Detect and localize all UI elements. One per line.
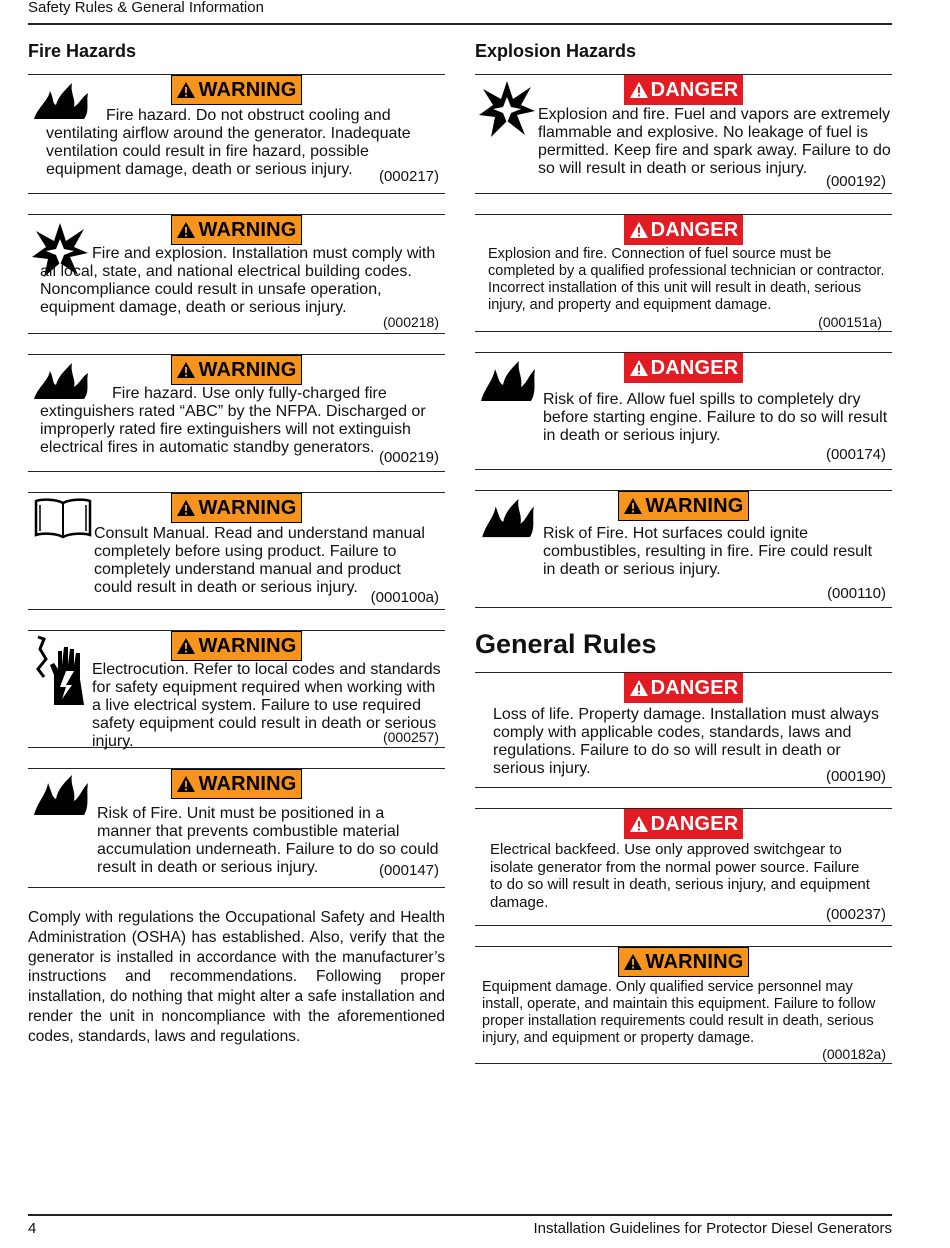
message-code: (000257): [382, 729, 439, 745]
message-text: Consult Manual. Read and understand manual completely before using product. Failure to completely understand manual and product could result in death or serious injury.: [94, 525, 425, 596]
message-code: (000174): [825, 446, 886, 463]
warning-triangle-icon: [629, 679, 649, 697]
message-text: Fire hazard. Use only fully-charged fire extinguishers rated “ABC” by the NFPA. Discharged or improperly rated fire extinguishers will not extinguish electrical fires in automatic standby generators.: [40, 385, 426, 456]
warning-signal: WARNING: [618, 947, 748, 977]
message-text: Risk of fire. Allow fuel spills to completely dry before starting engine. Failure to do so will result in death or serious injury.: [543, 391, 888, 444]
manual-book-icon: [32, 497, 94, 539]
warning-message-000110: [475, 490, 892, 608]
danger-signal: DANGER: [624, 353, 744, 383]
explosion-hazards-title: Explosion Hazards: [475, 41, 637, 61]
electrocution-hand-icon: [30, 635, 90, 707]
warning-triangle-icon: [629, 81, 649, 99]
message-code: (000100a): [370, 589, 439, 606]
message-code: (000190): [825, 768, 886, 785]
message-text: Fire hazard. Do not obstruct cooling and ventilating airflow around the generator. Inadequate ventilation could result in fire hazard, possible equipment damage, death or serious injury.: [46, 107, 411, 178]
danger-message-000192: [475, 74, 892, 194]
message-code: (000192): [825, 173, 886, 190]
message-text: Electrical backfeed. Use only approved switchgear to isolate generator from the normal power source. Failure to do so will result in death, serious injury, and equipment damage.: [490, 841, 870, 911]
warning-message-000100a: [28, 492, 445, 610]
explosion-icon: [477, 79, 537, 139]
footer-doc-title: Installation Guidelines for Protector Diesel Generators: [533, 1220, 892, 1237]
danger-message-000237: [475, 808, 892, 926]
warning-signal: WARNING: [171, 769, 301, 799]
warning-signal: WARNING: [171, 631, 301, 661]
message-text: Risk of Fire. Hot surfaces could ignite combustibles, resulting in fire. Fire could result in death or serious injury.: [543, 525, 873, 578]
danger-signal: DANGER: [624, 75, 744, 105]
danger-signal: DANGER: [624, 673, 744, 703]
warning-signal: WARNING: [171, 75, 301, 105]
message-code: (000237): [825, 906, 886, 923]
warning-triangle-icon: [629, 221, 649, 239]
message-text: Explosion and fire. Connection of fuel source must be completed by a qualified professional technician or contractor. Incorrect installation of this unit will result in death, serious injury, and property and equipment damage.: [488, 246, 885, 313]
message-code: (000182a): [822, 1046, 886, 1062]
warning-message-000217: [28, 74, 445, 194]
message-code: (000219): [378, 449, 439, 466]
danger-signal: DANGER: [624, 215, 744, 245]
warning-triangle-icon: [629, 359, 649, 377]
warning-message-000257: [28, 630, 445, 748]
message-text: Explosion and fire. Fuel and vapors are extremely flammable and explosive. No leakage of fuel is permitted. Keep fire and spark away. Failure to do so will result in death or serious injury.: [538, 106, 891, 177]
warning-signal: WARNING: [171, 215, 301, 245]
fire-icon: [32, 773, 92, 817]
warning-message-000147: [28, 768, 445, 888]
message-code: (000110): [827, 585, 886, 602]
warning-triangle-icon: [176, 775, 196, 793]
general-rules-title: General Rules: [475, 629, 657, 659]
danger-message-000151a: [475, 214, 892, 332]
warning-signal: WARNING: [618, 491, 748, 521]
message-text: Electrocution. Refer to local codes and standards for safety equipment required when working with a live electrical system. Failure to use required safety equipment could result in death or serious injury.: [92, 661, 441, 750]
danger-signal: DANGER: [624, 809, 744, 839]
fire-icon: [479, 497, 539, 539]
message-text: Risk of Fire. Unit must be positioned in a manner that prevents combustible material accumulation underneath. Failure to do so could result in death or serious injury.: [97, 805, 439, 876]
message-code: (000217): [378, 168, 439, 185]
warning-message-000219: [28, 354, 445, 472]
page-header: [28, 0, 892, 25]
warning-triangle-icon: [176, 361, 196, 379]
danger-message-000174: [475, 352, 892, 470]
header-title: Safety Rules & General Information: [28, 0, 264, 16]
warning-message-000182a: [475, 946, 892, 1064]
message-code: (000151a): [818, 314, 882, 330]
osha-paragraph: Comply with regulations the Occupational Safety and Health Administration (OSHA) has established. Also, verify that the generator is installed in accordance with the manufacturer’s instructions and recommendations. Following proper installation, do nothing that might alter a safe installation and render the unit in noncompliance with the aforementioned codes, standards, laws and regulations.: [28, 909, 445, 1045]
warning-triangle-icon: [176, 81, 196, 99]
message-text: Equipment damage. Only qualified service personnel may install, operate, and maintain this equipment. Failure to follow proper installation requirements could result in death, serious injury, and equipment or property damage.: [482, 979, 876, 1046]
warning-triangle-icon: [176, 637, 196, 655]
warning-signal: WARNING: [171, 493, 301, 523]
page-number: 4: [28, 1220, 37, 1237]
warning-triangle-icon: [176, 499, 196, 517]
message-code: (000147): [378, 862, 439, 879]
warning-message-000218: [28, 214, 445, 334]
message-text: Loss of life. Property damage. Installation must always comply with applicable codes, standards, laws and regulations. Failure to do so will result in death or serious injury.: [493, 706, 879, 777]
fire-hazards-title: Fire Hazards: [28, 41, 137, 61]
message-text: Fire and explosion. Installation must comply with all local, state, and national electrical building codes. Noncompliance could result in unsafe operation, equipment damage, death or serious injury.: [40, 245, 436, 316]
danger-message-000190: [475, 672, 892, 788]
message-code: (000218): [382, 314, 439, 330]
fire-icon: [479, 359, 539, 403]
warning-triangle-icon: [176, 221, 196, 239]
warning-triangle-icon: [623, 953, 643, 971]
page-footer: [28, 1214, 892, 1237]
warning-triangle-icon: [623, 497, 643, 515]
warning-signal: WARNING: [171, 355, 301, 385]
fire-hazards-column: [28, 40, 445, 1047]
explosion-hazards-column: [475, 40, 892, 1084]
warning-triangle-icon: [629, 815, 649, 833]
